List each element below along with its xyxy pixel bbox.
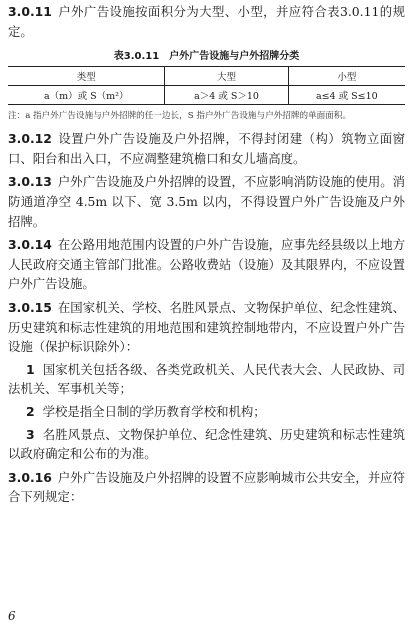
table-note: 注：a 指户外广告设施与户外招牌的任一边长，S 指户外广告设施与户外招牌的单面面积。 [8, 111, 352, 122]
table-row [8, 86, 405, 105]
table-cell: a（m）或 S（m²） [43, 91, 129, 103]
list-item-text: 学校是指全日制的学历教育学校和机构； [42, 403, 266, 419]
table-header-cell: 类型 [76, 72, 96, 84]
clause-number: 3.0.12 [8, 131, 52, 147]
clause-text: 户外广告设施及户外招牌的设置不应影响城市公共安全，并应符合下列规定： [8, 469, 405, 505]
table-header-cell: 大型 [165, 67, 288, 86]
clause-3-0-16 [8, 468, 405, 507]
clause-3-0-13 [8, 172, 405, 231]
clause-text: 户外广告设施按面积分为大型、小型，并应符合表3.0.11的规定。 [8, 4, 405, 39]
table-caption [8, 47, 405, 62]
clause-3-0-12 [8, 129, 405, 168]
clause-number: 3.0.15 [8, 299, 52, 315]
table-cell: a≤4 或 S≤10 [288, 86, 405, 105]
table-cell: a＞4 或 S＞10 [165, 86, 288, 105]
page-number: 6 [8, 609, 16, 623]
clause-text: 户外广告设施及户外招牌的设置，不应影响消防设施的使用。消防通道净空 4.5m 以下、宽 3.5m 以内，不得设置户外广告设施及户外招牌。 [8, 174, 405, 229]
table-caption-text: 户外广告设施与户外招牌分类 [169, 51, 300, 63]
clause-number: 3.0.16 [8, 469, 52, 485]
clause-number: 3.0.13 [8, 174, 52, 190]
clause-number: 3.0.14 [8, 237, 52, 253]
list-item [8, 402, 405, 422]
list-item-number: 3 [26, 426, 35, 442]
list-item [8, 360, 405, 399]
classification-table [8, 66, 405, 105]
clause-text: 设置户外广告设施及户外招牌，不得封闭建（构）筑物立面窗口、阳台和出入口，不应凋整建筑檐口和女儿墙高度。 [8, 131, 405, 166]
table-caption-number: 表3.0.11 [113, 51, 160, 63]
list-item-number: 2 [26, 403, 35, 419]
clause-text: 在公路用地范围内设置的户外广告设施，应事先经县级以上地方人民政府交通主管部门批准。公路收费站（设施）及其限界内，不应设置户外广告设施。 [8, 237, 405, 292]
list-item-text: 国家机关包括各级、各类党政机关、人民代表大会、人民政协、司法机关、军事机关等； [8, 361, 405, 397]
list-item-number: 1 [26, 361, 35, 377]
list-item [8, 425, 405, 464]
list-item-text: 名胜风景点、文物保护单位、纪念性建筑、历史建筑和标志性建筑以政府确定和公布的为准。 [8, 426, 405, 462]
table-header-cell: 小型 [288, 67, 405, 86]
clause-text: 在国家机关、学校、名胜风景点、文物保护单位、纪念性建筑、历史建筑和标志性建筑的用地范围和建筑控制地带内，不应设置户外广告设施（保护标识除外）： [8, 299, 405, 355]
clause-3-0-15 [8, 298, 405, 357]
clause-number: 3.0.11 [8, 4, 52, 19]
clause-3-0-14 [8, 235, 405, 294]
clause-3-0-11 [8, 2, 405, 41]
table-header-row [8, 67, 405, 86]
